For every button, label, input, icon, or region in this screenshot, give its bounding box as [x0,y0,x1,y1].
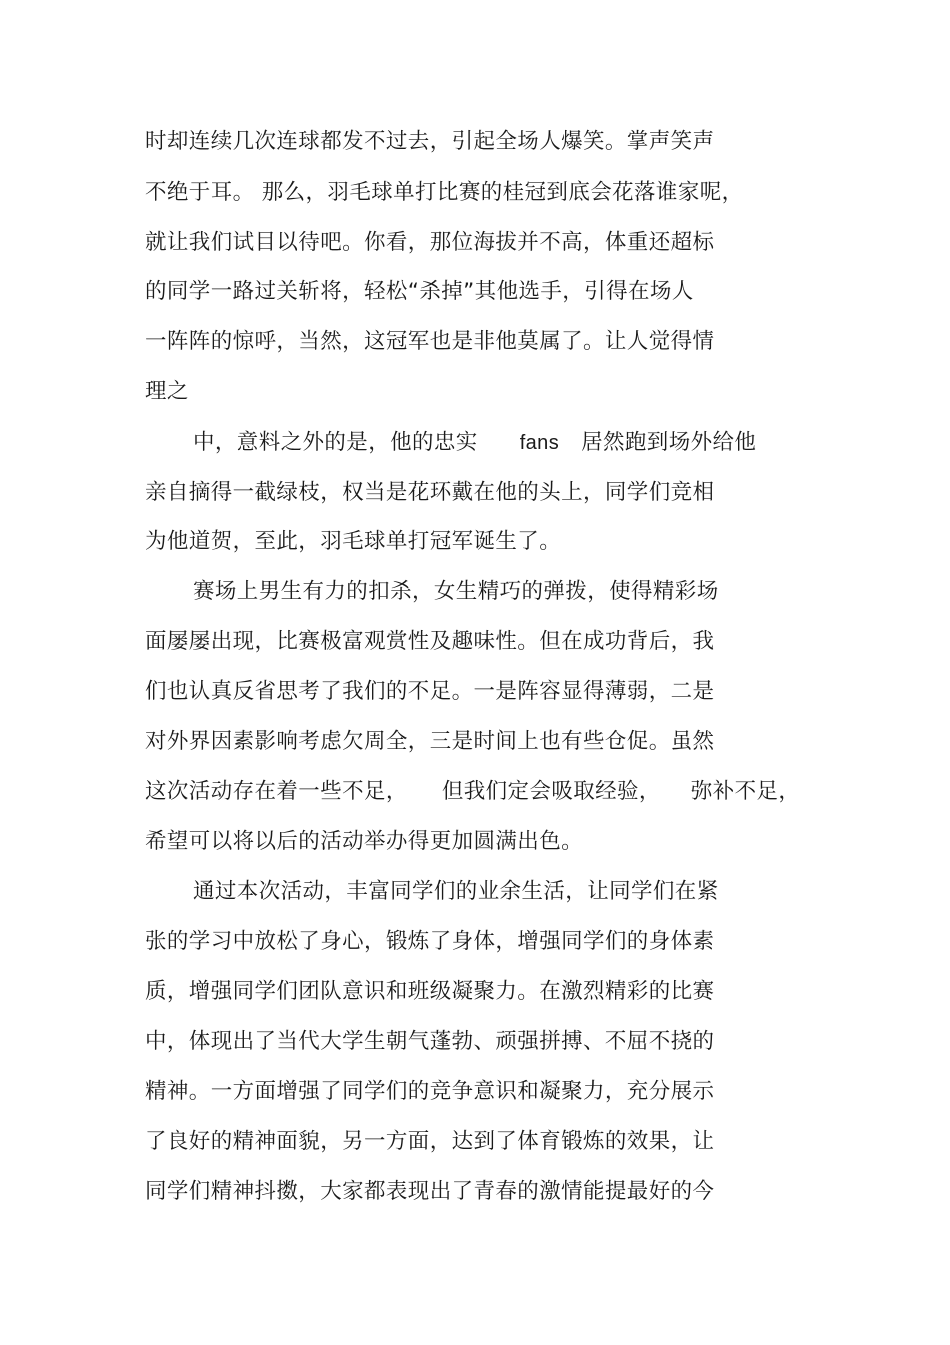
text-line: 中，体现出了当代大学生朝气蓬勃、顽强拼搏、不屈不挠的 [145,1029,715,1054]
text-line: 对外界因素影响考虑欠周全，三是时间上也有些仓促。虽然 [145,729,715,754]
text-line: 精神。一方面增强了同学们的竞争意识和凝聚力，充分展示 [145,1079,715,1104]
text-line: 张的学习中放松了身心，锻炼了身体，增强同学们的身体素 [145,929,715,954]
text-line: 理之 [145,379,189,404]
text-line: 时却连续几次连球都发不过去，引起全场人爆笑。掌声笑声 [145,129,715,154]
text-line: 面屡屡出现，比赛极富观赏性及趣味性。但在成功背后，我 [145,629,715,654]
text-segment: 居然跑到场外给他 [581,430,757,455]
text-line: 质，增强同学们团队意识和班级凝聚力。在激烈精彩的比赛 [145,979,715,1004]
text-line: 通过本次活动，丰富同学们的业余生活，让同学们在紧 [193,879,719,904]
text-line: 同学们精神抖擞，大家都表现出了青春的激情能提最好的今 [145,1179,715,1204]
text-line: 不绝于耳。 那么，羽毛球单打比赛的桂冠到底会花落谁家呢， [145,180,744,205]
text-line: 了良好的精神面貌，另一方面，达到了体育锻炼的效果，让 [145,1129,715,1154]
text-line: 的同学一路过关斩将，轻松“杀掉”其他选手，引得在场人 [145,279,694,304]
text-line: 就让我们试目以待吧。你看，那位海拔并不高，体重还超标 [145,230,715,255]
text-line: 亲自摘得一截绿枝，权当是花环戴在他的头上，同学们竞相 [145,480,715,505]
text-line: 希望可以将以后的活动举办得更加圆满出色。 [145,829,584,854]
text-segment: 弥补不足， [690,779,801,804]
text-line: 们也认真反省思考了我们的不足。一是阵容显得薄弱，二是 [145,679,715,704]
text-segment: 但我们定会吸取经验， [441,779,661,804]
text-line: 为他道贺，至此，羽毛球单打冠军诞生了。 [145,529,562,554]
text-line [145,777,800,807]
text-line: 赛场上男生有力的扣杀，女生精巧的弹拨，使得精彩场 [193,579,719,604]
text-segment-latin: fans [519,432,560,454]
text-segment: 中，意料之外的是，他的忠实 [193,430,478,455]
text-line [193,428,756,458]
text-line: 一阵阵的惊呼，当然，这冠军也是非他莫属了。让人觉得情 [145,329,715,354]
text-segment: 这次活动存在着一些不足， [145,779,408,804]
